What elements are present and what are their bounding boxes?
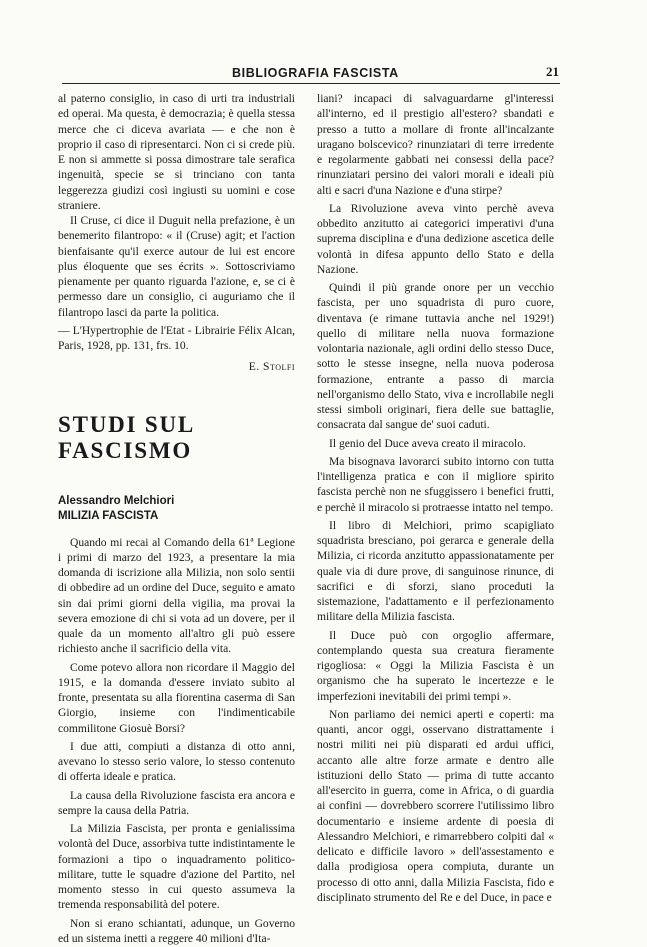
bibliographic-reference: — L'Hypertrophie de l'Etat - Librairie Félix Alcan, Paris, 1928, pp. 131, frs. 10. xyxy=(58,324,295,355)
paragraph: Il libro di Melchiori, primo scapigliato squadrista bresciano, poi gerarca e generale della Milizia, ci ricorda anzitutto appassionatamente per quale via di dure prove, di sanguinose rinunce, di sacrifici e di sforzi, siano proceduti la sistemazione, l'adattamento e il perfezionamento militare della Milizia fascista. xyxy=(317,519,554,626)
section-heading: STUDI SUL FASCISMO xyxy=(58,412,295,464)
left-column xyxy=(58,92,295,947)
paragraph: Come potevo allora non ricordare il Maggio del 1915, e la domanda d'essere inviato subito al fronte, presentata su alla fiorentina caserma di San Giorgio, insieme con l'indimenticabile commilitone Giosuè Borsi? xyxy=(58,661,295,737)
paragraph: I due atti, compiuti a distanza di otto anni, avevano lo stesso serio valore, lo stesso contenuto di offerta ideale e pratica. xyxy=(58,740,295,786)
signature: E. Stolfi xyxy=(58,360,295,375)
header-rule xyxy=(62,83,560,84)
paragraph: liani? incapaci di salvaguardarne gl'interessi all'interno, ed il prestigio all'estero? sbandati e presso a tutto a mollare di fronte all'incalzante uragano bolscevico? rinunziatari di terre irredente e regolarmente gabbati nei consessi della pace? rinunziatari persino dei valori morali e ideali più alti e sacri d'una Nazione e d'una stirpe? xyxy=(317,92,554,199)
paragraph: La Milizia Fascista, per pronta e genialissima volontà del Duce, assorbiva tutte indistintamente le formazioni a tipo o inquadramento politico-militare, tutte le squadre d'azione del Partito, nel momento stesso in cui questo assumeva la tremenda responsabilità del potere. xyxy=(58,822,295,914)
paragraph: La Rivoluzione aveva vinto perchè aveva obbedito anzitutto ai categorici imperativi d'una suprema disciplina e d'una dedizione ascetica delle volontà in difesa appunto dello Stato e della Nazione. xyxy=(317,202,554,278)
review-author: Alessandro Melchiori xyxy=(58,494,295,509)
paragraph: Ma bisognava lavorarci subito intorno con tutta l'intelligenza pratica e con il migliore spirito fascista perchè non ne sfuggissero i benefici frutti, e perchè il miracolo si protraesse intatto nel tempo. xyxy=(317,455,554,516)
running-title: BIBLIOGRAFIA FASCISTA xyxy=(232,66,399,80)
review-title: MILIZIA FASCISTA xyxy=(58,509,295,524)
paragraph: al paterno consiglio, in caso di urti tra industriali ed operai. Ma questa, è democrazia; è quella stessa merce che ci diceva avariata — e che non è proprio il caso di ripresentarci. Non ci si crede più. E non si ammette si possa dimostrare tale serafica ingenuità, specie se si trinciano con tanta leggerezza giudizi così ingiusti su uomini e cose straniere. xyxy=(58,92,295,214)
paragraph: Quindi il più grande onore per un vecchio fascista, per uno squadrista di puro cuore, diventava (e rimane tuttavia anche nel 1929!) quello di militare nella nuova formazione volontaria nazionale, agli ordini dello stesso Duce, sotto le stesse insegne, nella nuova poderosa formazione, entrante a passo di marcia nell'organismo dello Stato, viva e incrollabile negli stessi simboli originari, fiera delle sue battaglie, consacrata dal sangue de' suoi caduti. xyxy=(317,281,554,434)
paragraph: Il Duce può con orgoglio affermare, contemplando questa sua creatura fieramente rigogliosa: « Oggi la Milizia Fascista è un organismo che ha superato le incertezze e le imperfezioni inevitabili dei primi tempi ». xyxy=(317,629,554,705)
paragraph: Non parliamo dei nemici aperti e coperti: ma quanti, ancor oggi, osservano distrattamente i nostri militi nei più disparati ed ardui uffici, accanto alle altre forze armate e dentro alle istituzioni dello Stato — prima di tutte accanto all'esercito in guerra, come in Africa, o di guardia ai confini — dovrebbero scorrere l'utilissimo libro documentario e insieme ardente di poesia di Alessandro Melchiori, e rimarrebbero colpiti dal « delicato e difficile lavoro » dell'assestamento e dalla prodigiosa opera compiuta, durante un processo di otto anni, dalla Milizia Fascista, fido e disciplinato strumento del Re e del Duce, in pace e xyxy=(317,708,554,906)
paragraph: Non si erano schiantati, adunque, un Governo ed un sistema inetti a reggere 40 milioni d'Ita- xyxy=(58,917,295,947)
page-number: 21 xyxy=(546,64,559,80)
right-column xyxy=(317,92,554,906)
paragraph: Il genio del Duce aveva creato il miracolo. xyxy=(317,437,554,452)
paragraph: Il Cruse, ci dice il Duguit nella prefazione, è un benemerito filantropo: « il (Cruse) agit; et l'action bienfaisante qu'il exerce autour de lui est encore plus éloquente que ses écrits ». Sottoscriviamo pienamente per quanto riguarda l'azione, e, se ci è permesso dare un consiglio, ci auguriamo che il filantropo lasci da parte la politica. xyxy=(58,214,295,321)
paragraph: La causa della Rivoluzione fascista era ancora e sempre la causa della Patria. xyxy=(58,789,295,820)
paragraph: Quando mi recai al Comando della 61ª Legione i primi di marzo del 1923, a presentare la mia domanda di iscrizione alla Milizia, non solo sentii di obbedire ad un ordine del Duce, seguito e amato sin dai primi giorni della vigilia, ma provai la severa emozione di chi si vota ad un dovere, per il quale da un momento all'altro gli può essere richiesto anche il sacrificio della vita. xyxy=(58,536,295,658)
